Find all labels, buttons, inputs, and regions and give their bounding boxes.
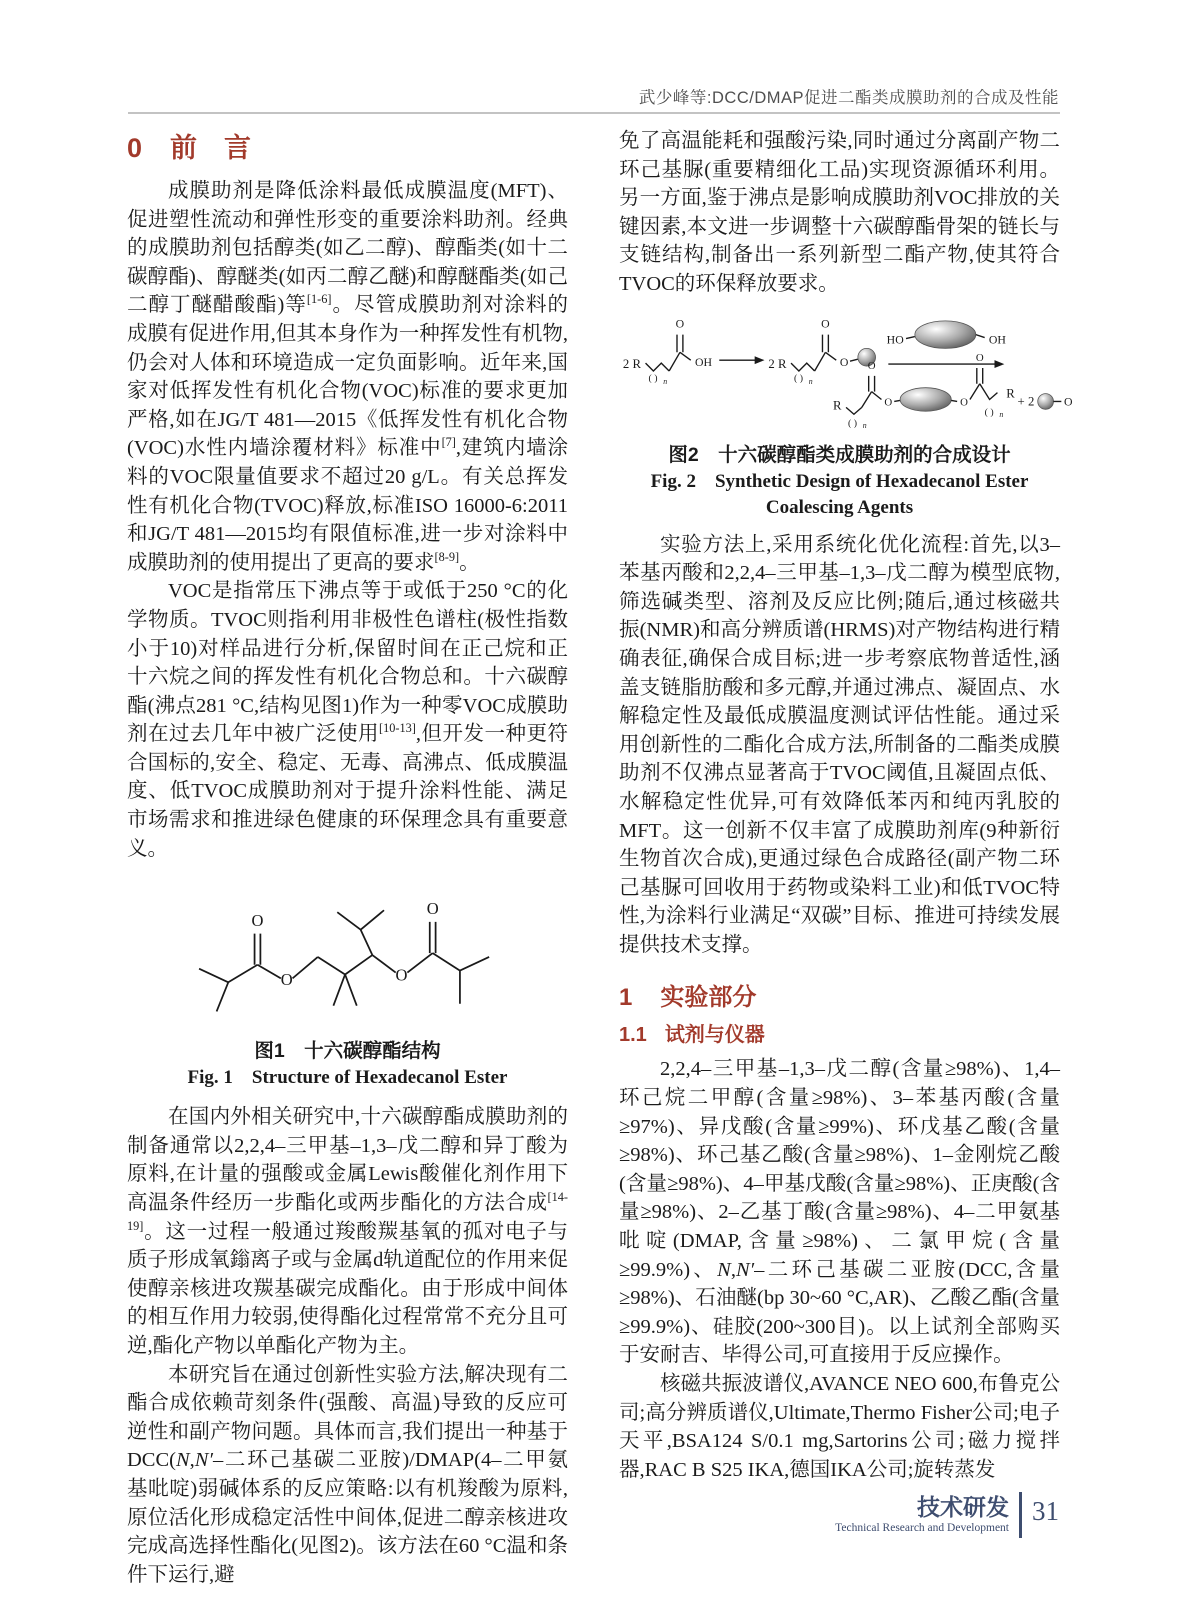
atom-label: O — [426, 899, 439, 919]
section-0-heading — [127, 126, 568, 165]
fig2-scheme-image — [619, 307, 1081, 433]
section-number: 1 — [619, 984, 633, 1012]
atom-label: O — [867, 359, 876, 372]
chain-n: n — [862, 420, 867, 430]
section-number: 0 — [127, 133, 143, 163]
figure-2 — [619, 307, 1073, 521]
column-right — [619, 127, 1073, 1484]
fig2-arrow — [719, 356, 764, 364]
running-head: 武少峰等:DCC/DMAP促进二酯类成膜助剂的合成及性能 — [638, 89, 1059, 107]
chain-paren: ( ) — [984, 406, 994, 418]
fig2-caption-en: Fig. 2 Synthetic Design of Hexadecanol Ester Coalescing Agents — [650, 470, 1029, 518]
chain-n: n — [808, 376, 813, 386]
paragraph-reagents: 2,2,4–三甲基–1,3–戊二醇(含量≥98%)、1,4–环己烷二甲醇(含量≥98%)、3–苯基丙酸(含量≥97%)、异戊酸(含量≥99%)、环戊基乙酸(含量≥98%)、环己基乙酸(含量≥98%)、1–金刚烷乙酸(含量≥98%)、4–甲基戊酸(含量≥98%)、正庚酸(含量≥98%)、2–乙基丁酸(含量≥98%)、4–二甲氨基吡啶(DMAP,含量≥98%)、二氯甲烷(含量≥99.9%)、N,N′–二环己基碳二亚胺(DCC,含量≥98%)、石油醚(bp 30~60 °C,AR)、乙酸乙酯(含量≥99.9%)、硅胶(200~300目)。以上试剂全部购买于安耐吉、毕得公司,可直接用于反应操作。 — [619, 1058, 1060, 1367]
fig1-caption-zh: 图1 十六碳醇酯结构 — [254, 1040, 441, 1063]
paragraph-background: 在国内外相关研究中,十六碳醇酯成膜助剂的制备通常以2,2,4–三甲基–1,3–戊二醇和异丁酸为原料,在计量的强酸或金属Lewis酸催化剂作用下高温条件经历一步酯化或两步酯化的方法合成[14-19]。这一过程一般通过羧酸羰基氧的孤对电子与质子形成氧鎓离子或与金属d轨道配位的作用来促使醇亲核进攻羰基碳完成酯化。由于形成中间体的相互作用力较弱,使得酯化过程常常不充分且可逆,酯化产物以单酯化产物为主。 — [127, 1106, 568, 1357]
chain-paren: ( ) — [848, 417, 858, 429]
header-divider — [128, 112, 1060, 114]
paragraph-intro-2: VOC是指常压下沸点等于或低于250 °C的化学物质。TVOC则指利用非极性色谱柱(极性指数小于10)对样品进行分析,保留时间在正己烷和正十六烷之间的挥发性有机化合物总和。十六碳醇酯(沸点281 °C,结构见图1)作为一种零VOC成膜助剂在过去几年中被广泛使用[10-13],但开发一种更符合国标的,安全、稳定、无毒、高沸点、低成膜温度、低TVOC成膜助剂对于提升涂料性能、满足市场需求和推进绿色健康的环保理念具有重要意义。 — [127, 580, 569, 860]
fig1-structure-image — [187, 883, 509, 1029]
atom-label: O — [960, 395, 968, 408]
section-title: 前 言 — [170, 133, 252, 163]
atom-label: O — [821, 316, 830, 331]
atom-label: O — [395, 965, 408, 985]
figure-1 — [127, 883, 568, 1091]
molecule-label: 2 R — [768, 356, 787, 371]
fig2-long-arrow — [888, 360, 1004, 368]
chain-n: n — [999, 409, 1004, 419]
subsection-number: 1.1 — [619, 1024, 647, 1047]
molecule-label: 2 R — [622, 356, 642, 371]
operator-label: + 2 — [1017, 393, 1035, 408]
atom-label: OH — [988, 332, 1006, 347]
column-left — [127, 122, 568, 1589]
section-title: 实验部分 — [660, 984, 757, 1012]
paragraph-continuation: 免了高温能耗和强酸污染,同时通过分离副产物二环己基脲(重要精细化工品)实现资源循环利用。另一方面,鉴于沸点是影响成膜助剂VOC排放的关键因素,本文进一步调整十六碳醇酯骨架的链长与支链结构,制备出一系列新型二酯产物,使其符合TVOC的环保释放要求。 — [619, 130, 1060, 295]
chain-paren: ( ) — [648, 372, 658, 384]
fig1-caption-en: Fig. 1 Structure of Hexadecanol Ester — [187, 1067, 508, 1089]
section-1-1-heading — [619, 1018, 1060, 1047]
atom-label: OH — [695, 354, 713, 369]
footer-label-zh: 技术研发 — [917, 1494, 1009, 1520]
atom-label: O — [839, 354, 849, 369]
fig2-acid — [623, 316, 713, 385]
section-1-heading — [619, 977, 1060, 1012]
footer-divider — [1019, 1492, 1022, 1538]
atom-label: O — [251, 911, 263, 931]
atom-label: O — [1063, 393, 1073, 408]
atom-label: HO — [886, 332, 904, 347]
fig2-diol — [887, 320, 1007, 348]
fig1-skeletal-structure — [199, 899, 489, 1011]
atom-label: O — [975, 351, 984, 364]
fig2-activated-ester — [768, 316, 875, 385]
atom-label: O — [675, 316, 685, 331]
atom-label: O — [884, 395, 893, 408]
chain-paren: ( ) — [793, 372, 803, 384]
footer-label-en: Technical Research and Development — [835, 1522, 1009, 1534]
paragraph-intro-1: 成膜助剂是降低涂料最低成膜温度(MFT)、促进塑性流动和弹性形变的重要涂料助剂。经典的成膜助剂包括醇类(如乙二醇)、醇酯类(如十二碳醇酯)、醇醚类(如丙二醇乙醚)和醇醚酯类(如己二醇丁醚醋酸酯)等[1-6]。尽管成膜助剂对涂料的成膜有促进作用,但其本身作为一种挥发性有机物,仍会对人体和环境造成一定负面影响。近年来,国家对低挥发性有机化合物(VOC)标准的要求更加严格,如在JG/T 481—2015《低挥发性有机化合物(VOC)水性内墙涂覆材料》标准中[7],建筑内墙涂料的VOC限量值要求不超过20 g/L。有关总挥发性有机化合物(TVOC)释放,标准ISO 16000-6:2011和JG/T 481—2015均有限值标准,进一步对涂料中成膜助剂的使用提出了更高的要求[8-9]。 — [127, 180, 569, 574]
subsection-title: 试剂与仪器 — [664, 1024, 765, 1047]
footer-labels — [835, 1494, 1009, 1536]
paragraph-methodology: 实验方法上,采用系统化优化流程:首先,以3–苯基丙酸和2,2,4–三甲基–1,3–戊二醇为模型底物,筛选碱类型、溶剂及反应比例;随后,通过核磁共振(NMR)和高分辨质谱(HRMS)对产物结构进行精确表征,确保合成目标;进一步考察底物普适性,涵盖支链脂肪酸和多元醇,并通过沸点、凝固点、水解稳定性及最低成膜温度测试评估性能。通过采用创新性的二酯化合成方法,所制备的二酯类成膜助剂不仅沸点显著高于TVOC阈值,且凝固点低、水解稳定性优异,可有效降低苯丙和纯丙乳胶的MFT。这一创新不仅丰富了成膜助剂库(9种新衍生物首次合成),更通过绿色合成路径(副产物二环己基脲可回收用于药物或染料工业)和低TVOC特性,为涂料行业满足“双碳”目标、推进可持续发展提供技术支撑。 — [619, 533, 1060, 956]
molecule-label: R — [1006, 386, 1015, 401]
paragraph-instruments: 核磁共振波谱仪,AVANCE NEO 600,布鲁克公司;高分辨质谱仪,Ultimate,Thermo Fisher公司;电子天平,BSA124 S/0.1 mg,Sartorins公司;磁力搅拌器,RAC B S25 IKA,德国IKA公司;旋转蒸发 — [619, 1373, 1060, 1481]
atom-label: O — [280, 970, 293, 990]
molecule-label: R — [832, 397, 842, 412]
chain-n: n — [663, 376, 668, 386]
fig2-caption-zh: 图2 十六碳醇酯类成膜助剂的合成设计 — [668, 443, 1011, 466]
paragraph-objective: 本研究旨在通过创新性实验方法,解决现有二酯合成依赖苛刻条件(强酸、高温)导致的反应可逆性和副产物问题。具体而言,我们提出一种基于DCC(N,N′–二环己基碳二亚胺)/DMAP(4–二甲氨基吡啶)弱碱体系的反应策略:以有机羧酸为原料,原位活化形成稳定活性中间体,促进二醇亲核进攻完成高选择性酯化(见图2)。该方法在60 °C温和条件下运行,避 — [127, 1363, 568, 1586]
footer-page-number: 31 — [1032, 1496, 1059, 1526]
footer — [835, 1492, 1059, 1538]
